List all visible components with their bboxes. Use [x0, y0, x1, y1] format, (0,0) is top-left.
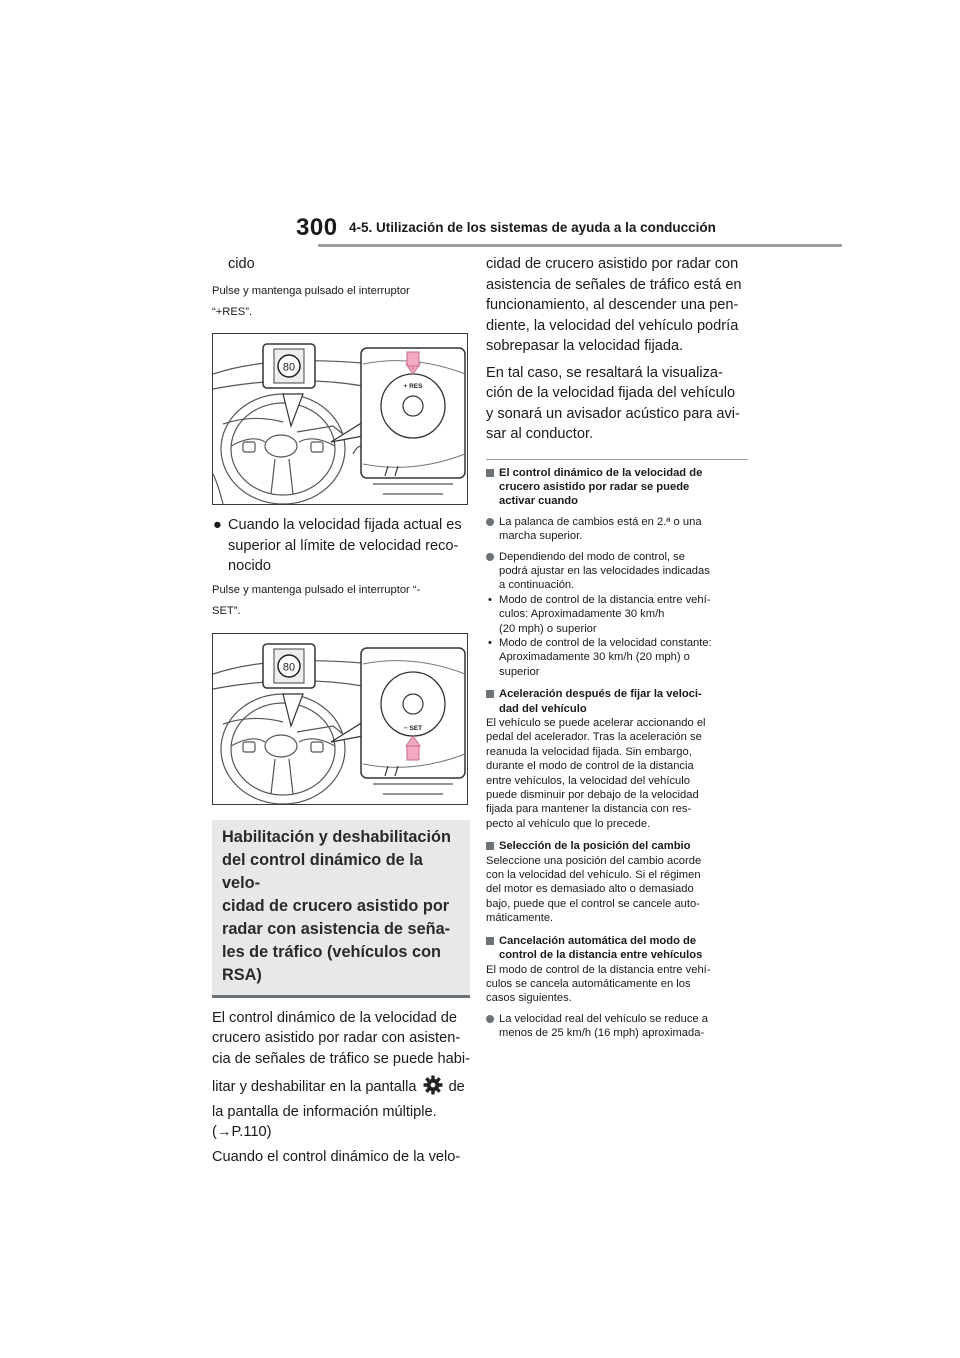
acceleration-paragraph: [486, 716, 748, 831]
intro-paragraph-2: [486, 363, 748, 445]
list-item: [486, 550, 748, 593]
bullet-icon: [486, 1015, 494, 1023]
section-heading-box: [212, 820, 470, 998]
text-line: la pantalla de información múltiple.: [212, 1103, 437, 1120]
text-line: control de la distancia entre vehículos: [499, 949, 703, 962]
chapter-header: 4-5. Utilización de los sistemas de ayuda a la conducción: [349, 220, 716, 235]
subheading-auto-cancel: [486, 934, 748, 963]
text-line: superior al límite de velocidad reco-: [228, 537, 459, 554]
text-line: máticamente.: [486, 912, 554, 925]
speed-limit-value: 80: [282, 661, 296, 674]
text-line: La palanca de cambios está en 2.ª o una: [499, 515, 702, 528]
gear-icon: [423, 1075, 443, 1102]
text-line: con la velocidad del vehículo. Si el régimen: [486, 869, 701, 882]
text-span: litar y deshabilitar en la pantalla: [212, 1079, 417, 1096]
continued-text: cido: [228, 256, 255, 272]
subheading-activation: [486, 466, 748, 509]
text-line: pedal del acelerador. Tras la aceleración se: [486, 731, 702, 744]
left-column: [212, 254, 470, 1167]
figure-set-switch: [212, 633, 468, 805]
text-line: durante el modo de control de la distancia: [486, 760, 694, 773]
text-line: Pulse y mantenga pulsado el interruptor: [212, 284, 410, 297]
text-line: crucero asistido por radar se puede: [499, 480, 690, 493]
text-line: dad del vehículo: [499, 702, 587, 715]
text-line: nocido: [228, 558, 272, 575]
heading-line: del control dinámico de la velo-: [222, 850, 423, 892]
page-number: 300: [296, 214, 338, 241]
text-line: Pulse y mantenga pulsado el interruptor “-: [212, 583, 421, 596]
text-line: cia de señales de tráfico se puede habi-: [212, 1050, 470, 1067]
dot-marker-icon: •: [488, 636, 492, 649]
text-line: Aceleración después de fijar la veloci-: [499, 688, 702, 701]
text-line: marcha superior.: [499, 530, 583, 543]
text-line: En tal caso, se resaltará la visualiza-: [486, 364, 723, 381]
text-line: reanuda la velocidad fijada. Sin embargo,: [486, 745, 692, 758]
text-line: del motor es demasiado alto o demasiado: [486, 883, 694, 896]
text-line: ción de la velocidad fijada del vehículo: [486, 385, 736, 401]
heading-line: cidad de crucero asistido por: [222, 896, 450, 915]
bullet-icon: ●: [213, 517, 222, 534]
text-line: podrá ajustar en las velocidades indicadas: [499, 564, 710, 577]
text-line: culos: Aproximadamente 30 km/h: [499, 608, 665, 621]
switch-label: − SET: [403, 724, 423, 732]
square-marker-icon: [486, 842, 494, 850]
text-line: La velocidad real del vehículo se reduce a: [499, 1012, 708, 1025]
bullet-icon: [486, 518, 494, 526]
text-line: Cancelación automática del modo de: [499, 934, 697, 947]
subheading-gear-selection: [486, 839, 748, 853]
text-line: Seleccione una posición del cambio acorde: [486, 854, 702, 867]
text-line: asistencia de señales de tráfico está en: [486, 276, 742, 293]
switch-label: + RES: [403, 383, 423, 391]
text-line: Cuando el control dinámico de la velo-: [212, 1148, 461, 1165]
text-line: a continuación.: [499, 579, 575, 592]
text-line: Aproximadamente 30 km/h (20 mph) o: [499, 651, 690, 664]
text-line: Modo de control de la distancia entre vehí-: [499, 593, 711, 606]
text-line: (20 mph) o superior: [499, 622, 597, 635]
auto-cancel-paragraph: [486, 963, 748, 1006]
right-column: [486, 254, 748, 1041]
square-marker-icon: [486, 937, 494, 945]
square-marker-icon: [486, 690, 494, 698]
header-rule: [318, 244, 842, 247]
text-line: bajo, puede que el control se cancele auto-: [486, 897, 700, 910]
text-line: puede disminuir por debajo de la velocidad: [486, 789, 699, 802]
enable-disable-paragraph: [212, 1008, 470, 1168]
speed-limit-value: 80: [282, 361, 296, 374]
steering-wheel-illustration: [213, 634, 467, 804]
text-line: Cuando la velocidad fijada actual es: [228, 517, 462, 534]
step-instruction-res: [212, 284, 470, 320]
section-divider: [486, 459, 748, 460]
text-line: “+RES”.: [212, 305, 253, 318]
text-line: casos siguientes.: [486, 992, 572, 1005]
text-span: de: [448, 1079, 465, 1096]
bullet-item-speed-above-limit: [212, 515, 470, 577]
text-line: diente, la velocidad del vehículo podría: [486, 317, 739, 334]
bullet-icon: [486, 553, 494, 561]
text-line: sar al conductor.: [486, 426, 594, 442]
page-reference: (→P.110): [212, 1124, 272, 1141]
intro-paragraph: [486, 254, 748, 357]
heading-line: Habilitación y deshabilitación: [222, 827, 451, 846]
list-item: [486, 593, 748, 636]
text-line: crucero asistido por radar con asisten-: [212, 1030, 461, 1047]
square-marker-icon: [486, 469, 494, 477]
text-line: Selección de la posición del cambio: [499, 840, 691, 853]
text-line: activar cuando: [499, 495, 578, 508]
text-line: SET”.: [212, 605, 241, 618]
list-item: [486, 1012, 748, 1041]
text-line: Modo de control de la velocidad constante:: [499, 636, 712, 649]
steering-wheel-illustration: [213, 334, 467, 504]
heading-line: les de tráfico (vehículos con: [222, 942, 441, 961]
subheading-acceleration: [486, 687, 748, 716]
text-line: culos se cancela automáticamente en los: [486, 977, 691, 990]
text-line: menos de 25 km/h (16 mph) aproximada-: [499, 1027, 705, 1040]
text-line: y sonará un avisador acústico para avi-: [486, 405, 740, 422]
step-instruction-set: [212, 583, 470, 619]
text-line: sobrepasar la velocidad fijada.: [486, 338, 684, 354]
dot-marker-icon: •: [488, 593, 492, 606]
heading-line: radar con asistencia de seña-: [222, 919, 451, 938]
text-line: pecto al vehículo que lo precede.: [486, 817, 651, 830]
text-line: Dependiendo del modo de control, se: [499, 550, 685, 563]
text-line: El control dinámico de la velocidad de: [212, 1009, 457, 1026]
text-line: funcionamiento, al descender una pen-: [486, 297, 739, 313]
text-line: El vehículo se puede acelerar accionando el: [486, 717, 706, 729]
gear-selection-paragraph: [486, 854, 748, 926]
text-line: El modo de control de la distancia entre vehí-: [486, 963, 711, 976]
text-line: cidad de crucero asistido por radar con: [486, 256, 739, 272]
figure-res-switch: [212, 333, 468, 505]
text-line: fijada para mantener la distancia con res-: [486, 803, 692, 816]
heading-line: RSA): [222, 965, 262, 984]
text-line: entre vehículos, la velocidad del vehículo: [486, 774, 690, 787]
list-item: [486, 515, 748, 544]
list-item: [486, 636, 748, 679]
text-line: superior: [499, 665, 540, 678]
text-line: El control dinámico de la velocidad de: [499, 466, 703, 479]
